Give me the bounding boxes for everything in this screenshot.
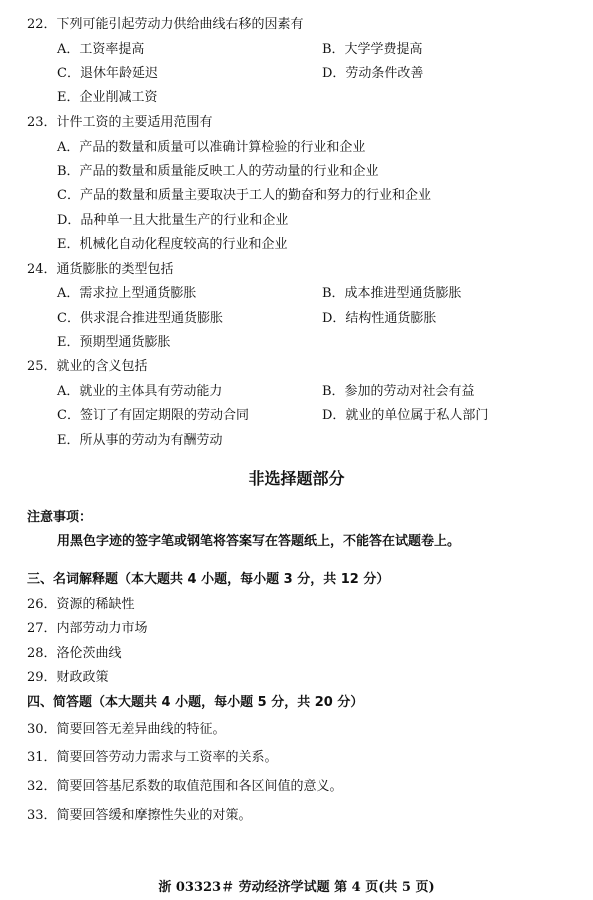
q22-option-c: C．退休年龄延迟	[57, 66, 158, 81]
q25-option-b: B．参加的劳动对社会有益	[322, 384, 475, 399]
q23-option-e: E．机械化自动化程度较高的行业和企业	[57, 237, 288, 252]
question-29: 29．财政政策	[27, 670, 109, 685]
question-25-stem: 25．就业的含义包括	[27, 359, 148, 374]
section-3-heading	[27, 572, 389, 588]
part-title: 非选择题部分	[248, 469, 345, 488]
q25-option-e: E．所从事的劳动为有酬劳动	[57, 433, 223, 448]
q23-option-b: B．产品的数量和质量能反映工人的劳动量的行业和企业	[57, 164, 379, 179]
question-31: 31．简要回答劳动力需求与工资率的关系。	[27, 750, 278, 765]
q23-option-c: C．产品的数量和质量主要取决于工人的勤奋和努力的行业和企业	[57, 188, 431, 203]
q25-option-c: C．签订了有固定期限的劳动合同	[57, 408, 249, 423]
question-22-stem: 22．下列可能引起劳动力供给曲线右移的因素有	[27, 17, 304, 32]
question-28: 28．洛伦茨曲线	[27, 646, 122, 661]
q24-option-c: C．供求混合推进型通货膨胀	[57, 311, 223, 326]
question-33: 33．简要回答缓和摩擦性失业的对策。	[27, 808, 252, 823]
notice-title: 注意事项：	[27, 510, 93, 525]
section-4-heading-prefix: 四、简答题	[27, 695, 93, 710]
q24-option-a: A．需求拉上型通货膨胀	[57, 286, 197, 301]
question-30: 30．简要回答无差异曲线的特征。	[27, 722, 226, 737]
question-27: 27．内部劳动力市场	[27, 621, 148, 636]
q22-option-e: E．企业削减工资	[57, 90, 158, 105]
q23-option-a: A．产品的数量和质量可以准确计算检验的行业和企业	[57, 140, 366, 155]
q22-option-b: B．大学学费提高	[322, 42, 423, 57]
q24-option-b: B．成本推进型通货膨胀	[322, 286, 462, 301]
q23-option-d: D．品种单一且大批量生产的行业和企业	[57, 213, 289, 228]
question-24-stem: 24．通货膨胀的类型包括	[27, 262, 174, 277]
question-32: 32．简要回答基尼系数的取值范围和各区间值的意义。	[27, 779, 343, 794]
question-26: 26．资源的稀缺性	[27, 597, 135, 612]
section-4-heading	[27, 695, 363, 711]
q24-option-e: E．预期型通货膨胀	[57, 335, 171, 350]
section-3-heading-prefix: 三、名词解释题	[27, 572, 119, 587]
section-3-heading-suffix: （本大题共 4 小题，每小题 3 分，共 12 分）	[118, 572, 390, 587]
section-4-heading-suffix: （本大题共 4 小题，每小题 5 分，共 20 分）	[92, 695, 364, 710]
page-footer: 浙 03323＃ 劳动经济学试题 第 4 页(共 5 页)	[158, 880, 435, 895]
notice-body: 用黑色字迹的签字笔或钢笔将答案写在答题纸上，不能答在试题卷上。	[57, 534, 461, 549]
question-23-stem: 23．计件工资的主要适用范围有	[27, 115, 213, 130]
q22-option-d: D．劳动条件改善	[322, 66, 424, 81]
q25-option-d: D．就业的单位属于私人部门	[322, 408, 489, 423]
q25-option-a: A．就业的主体具有劳动能力	[57, 384, 223, 399]
q22-option-a: A．工资率提高	[57, 42, 145, 57]
q24-option-d: D．结构性通货膨胀	[322, 311, 437, 326]
